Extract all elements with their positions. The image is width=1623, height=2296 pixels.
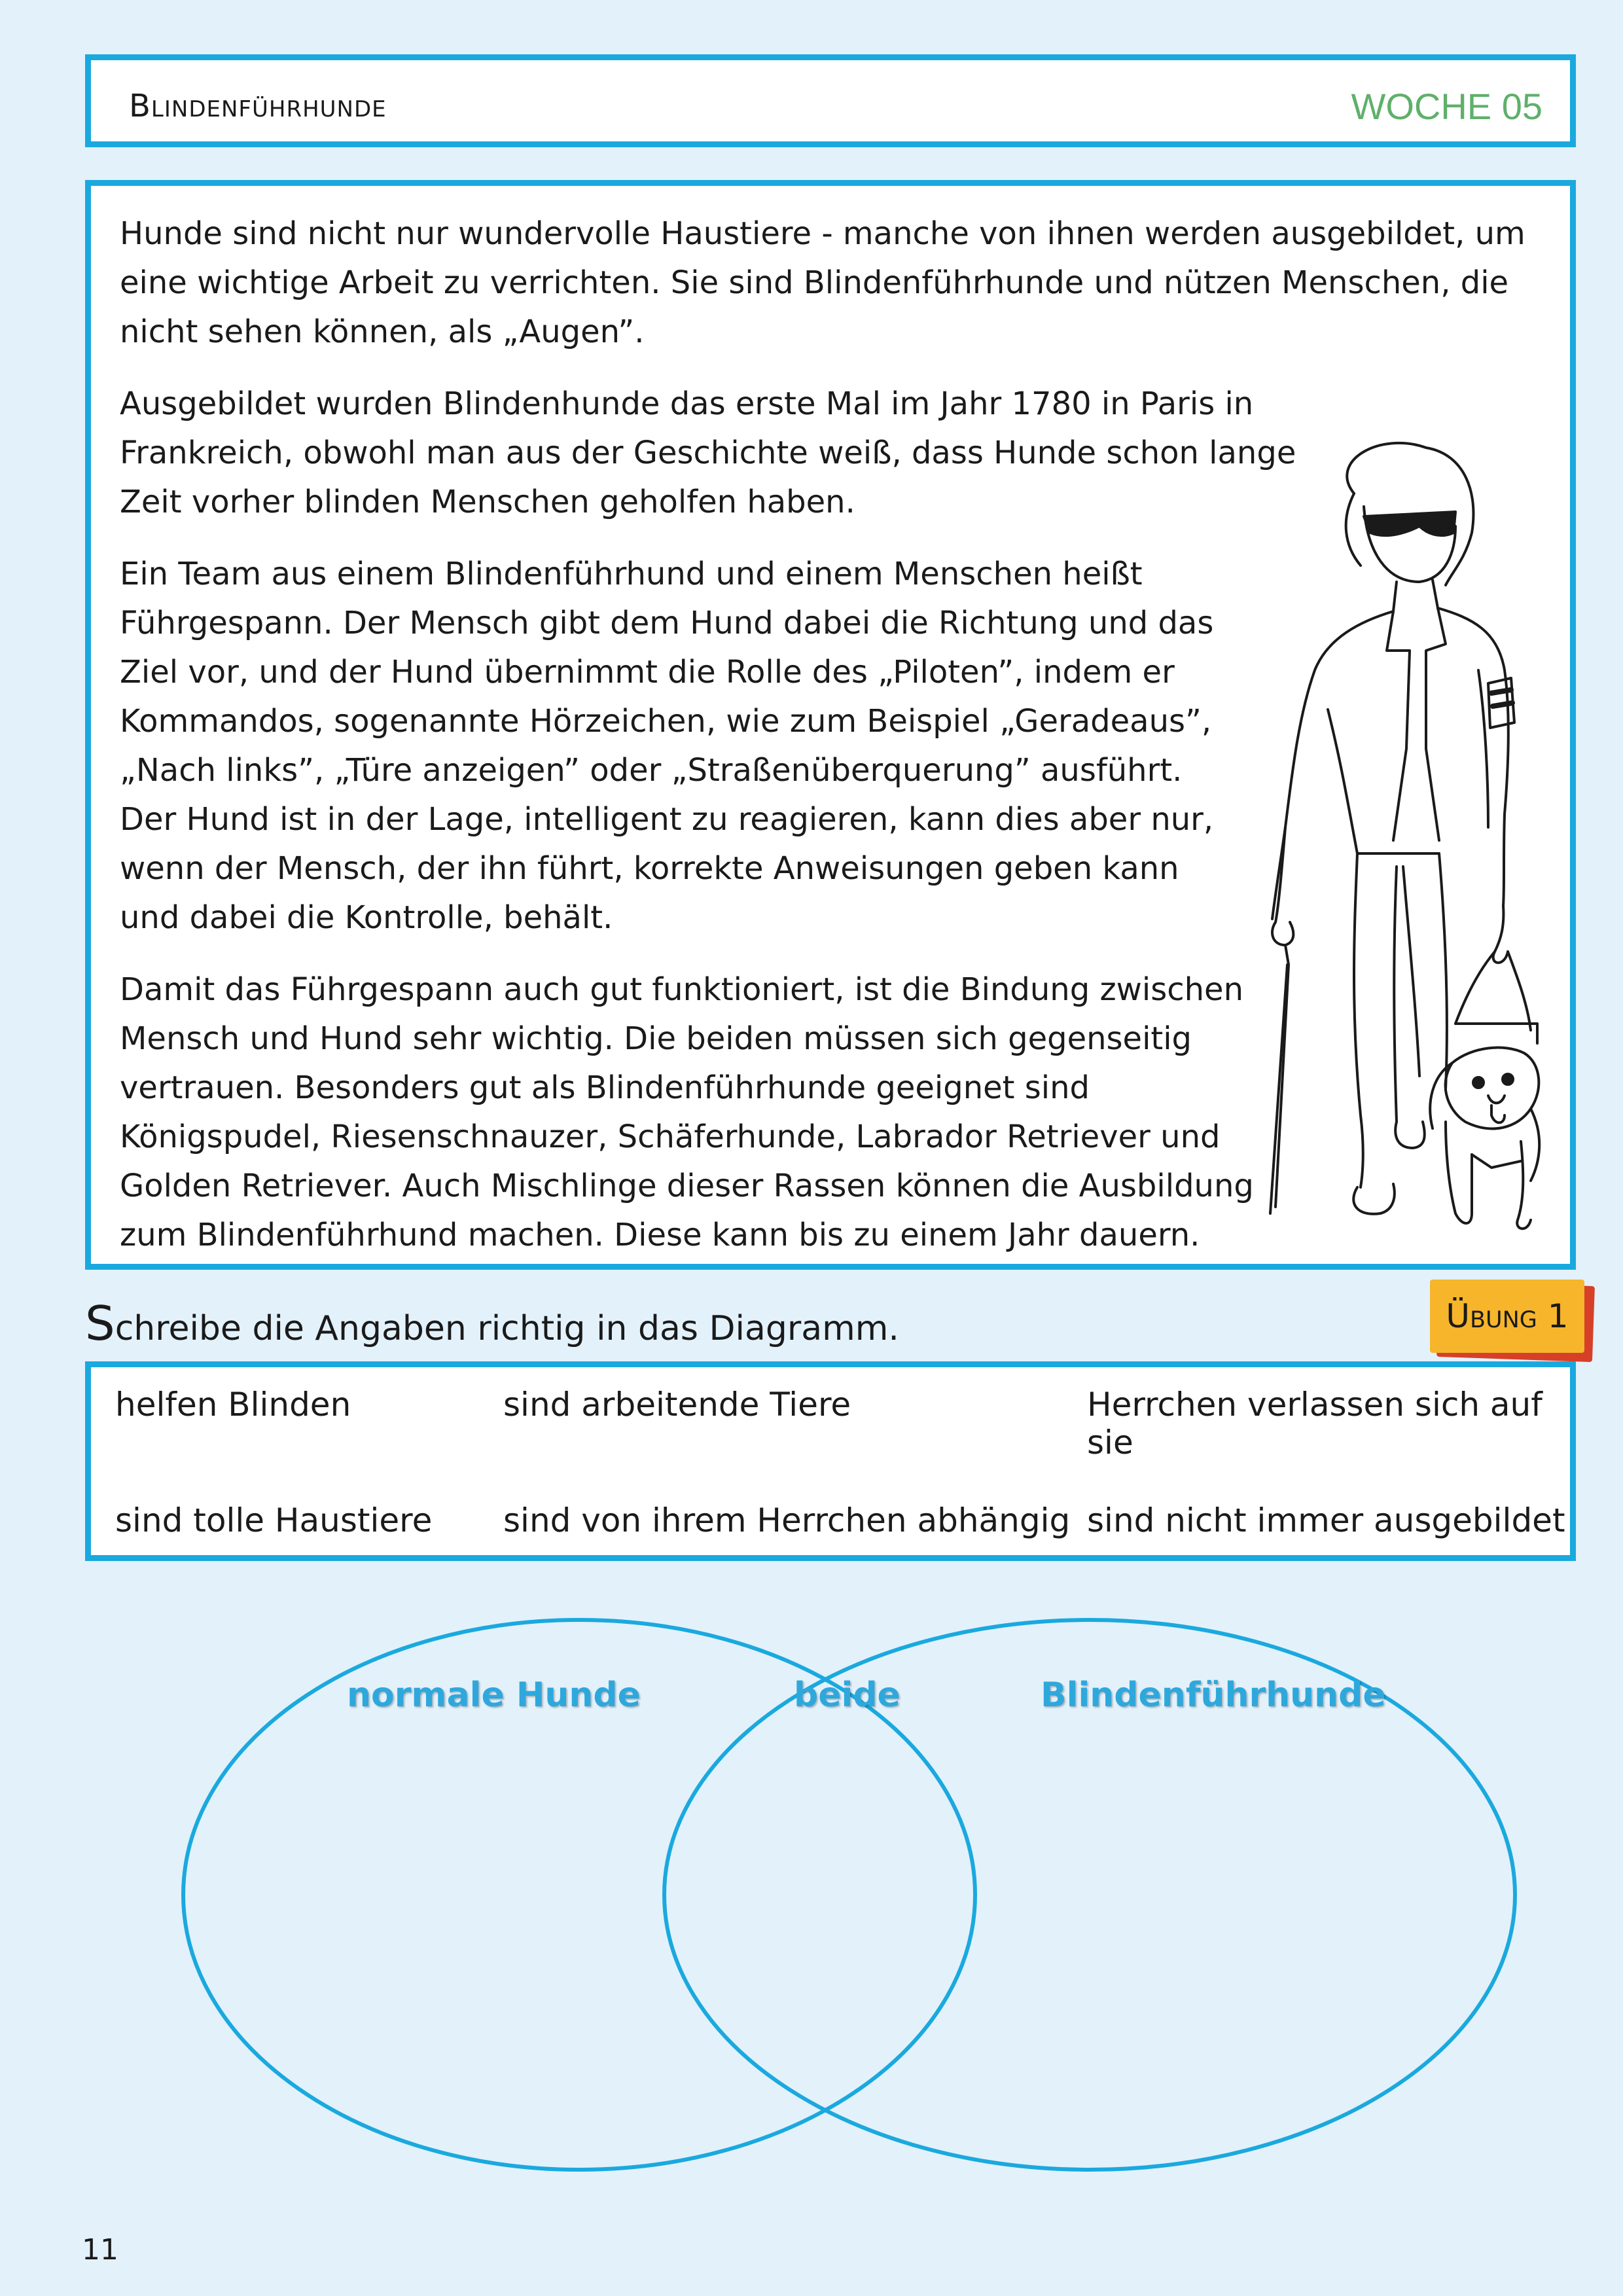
paragraph-2: Ausgebildet wurden Blindenhunde das erste Mal im Jahr 1780 in Paris in Frankreich, obwohl man aus der Geschichte weiß, dass Hunde schon lange Zeit vorher blinden Menschen geholfen haben. — [120, 386, 1296, 520]
label-normale-hunde: normale Hunde — [347, 1676, 641, 1715]
options-box — [85, 1361, 1576, 1561]
reading-text-box — [85, 180, 1576, 1270]
instruction-text: chreibe die Angaben richtig in das Diagramm. — [115, 1309, 899, 1348]
label-beide: beide — [794, 1676, 901, 1715]
venn-diagram — [85, 1597, 1590, 2173]
option-arbeitende-tiere: sind arbeitende Tiere — [503, 1386, 851, 1424]
blind-person-with-guide-dog-illustration — [1230, 435, 1570, 1266]
exercise-badge — [1430, 1280, 1594, 1361]
option-nicht-ausgebildet: sind nicht immer ausgebildet — [1087, 1501, 1565, 1539]
badge-label: Übung 1 — [1430, 1280, 1584, 1353]
option-helfen-blinden: helfen Blinden — [115, 1386, 351, 1424]
option-tolle-haustiere: sind tolle Haustiere — [115, 1501, 433, 1539]
instruction-initial-letter: S — [85, 1296, 115, 1351]
exercise-instruction — [85, 1296, 899, 1351]
week-label: WOCHE 05 — [1351, 86, 1543, 127]
option-herrchen-verlassen: Herrchen verlassen sich auf sie — [1087, 1386, 1543, 1462]
paragraph-4: Damit das Führgespann auch gut funktioniert, ist die Bindung zwischen Mensch und Hund sehr wichtig. Die beiden müssen sich gegenseitig vertrauen. Besonders gut als Blindenführhunde geeignet sind Königspudel, Riesenschnauzer, Schäferhunde, Labrador Retriever und Golden Retriever. Auch Mischlinge dieser Rassen können die Ausbildung zum Blindenführhund machen. Diese kann bis zu einem Jahr dauern. — [120, 971, 1254, 1253]
paragraph-3: Ein Team aus einem Blindenführhund und einem Menschen heißt Führgespann. Der Mensch gibt dem Hund dabei die Richtung und das Ziel vor, und der Hund übernimmt die Rolle des „Piloten”, indem er Kommandos, sogenannte Hörzeichen, wie zum Beispiel „Geradeaus”, „Nach links”, „Türe anzeigen” oder „Straßenüberquerung” ausführt. Der Hund ist in der Lage, intelligent zu reagieren, kann dies aber nur, wenn der Mensch, der ihn führt, korrekte Anweisungen geben kann und dabei die Kontrolle, behält. — [120, 556, 1214, 936]
page-number: 11 — [82, 2233, 118, 2267]
label-blindenfuehrhunde: Blindenführhunde — [1041, 1676, 1386, 1715]
paragraph-1: Hunde sind nicht nur wundervolle Haustiere - manche von ihnen werden ausgebildet, um eine wichtige Arbeit zu verrichten. Sie sind Blindenführhunde und nützen Menschen, die nicht sehen können, als „Augen”. — [120, 215, 1525, 350]
header-title: Blindenführhunde — [129, 88, 387, 124]
option-herrchen-abhaengig: sind von ihrem Herrchen abhängig — [503, 1501, 1071, 1539]
header-bar — [85, 54, 1576, 147]
